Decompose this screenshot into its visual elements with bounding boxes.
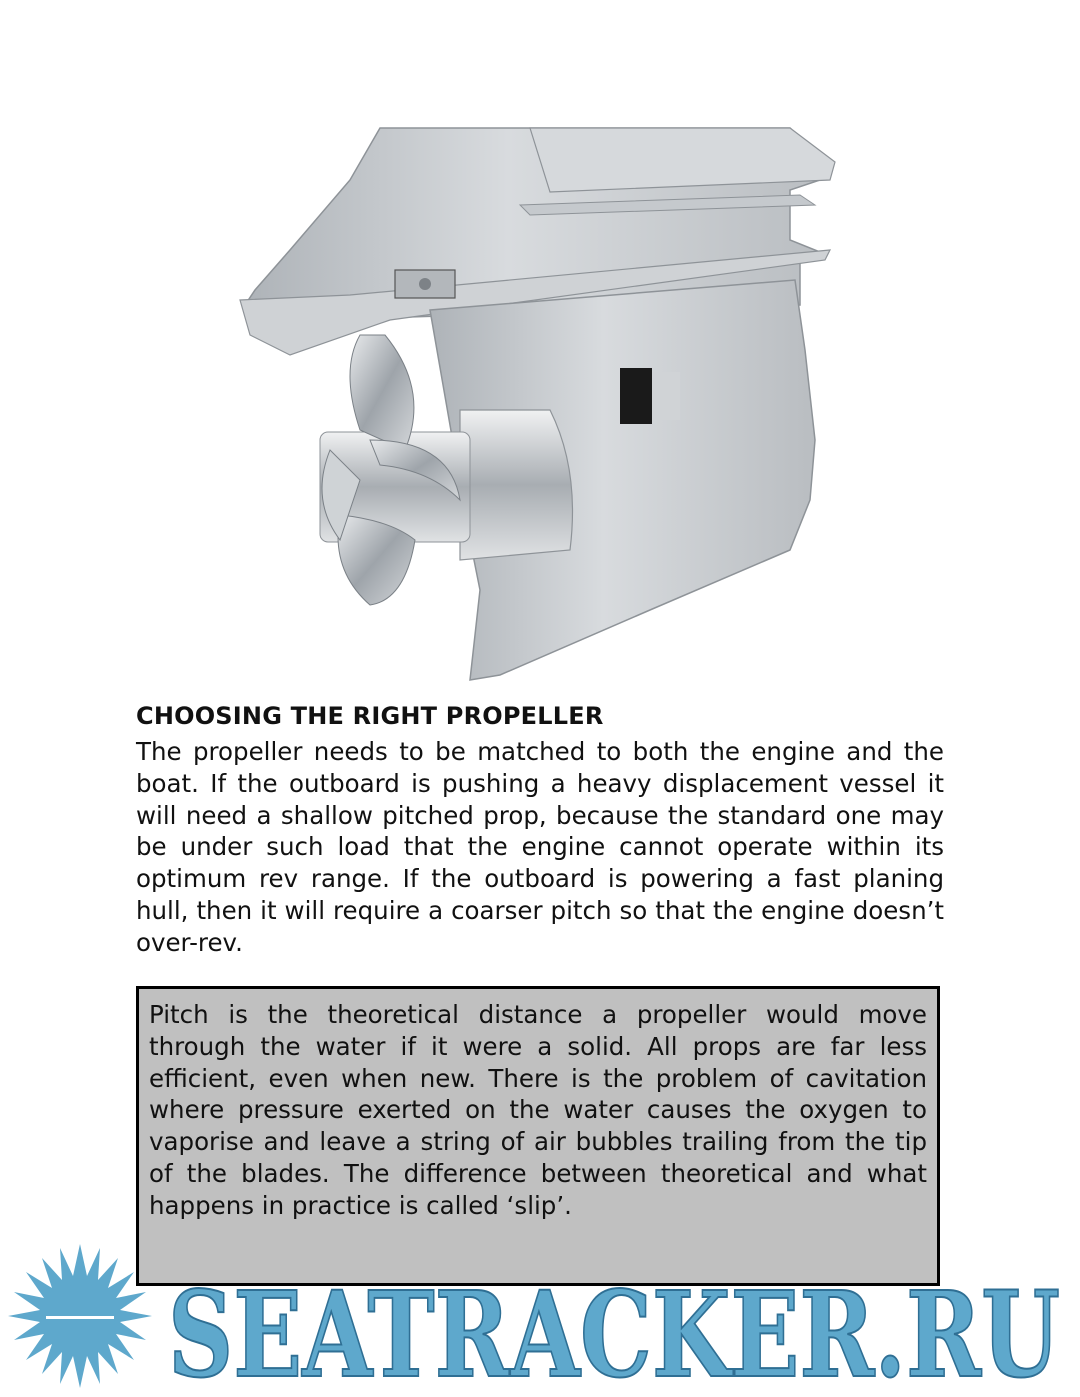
outboard-lower-unit-illustration [230, 120, 850, 690]
pitch-note-text: Pitch is the theoretical distance a propeller would move through the water if it were a solid. All props are far less efficient, even when new. There is the problem of cavitation where pressure exerted on the water causes the oxygen to vaporise and leave a string of air bubbles trailing from the tip of the blades. The difference between theoretical and what happens in practice is called ‘slip’. [149, 1000, 927, 1220]
watermark-text: SEATRACKER.RU [168, 1265, 1060, 1397]
section-heading: CHOOSING THE RIGHT PROPELLER [136, 702, 604, 730]
body-paragraph: The propeller needs to be matched to both the engine and the boat. If the outboard is pushing a heavy displacement vessel it will need a shallow pitched prop, because the standard one may be under such load that the engine cannot operate within its optimum rev range. If the outboard is powering a fast planing hull, then it will require a coarser pitch so that the engine doesn’t over-rev. [136, 737, 944, 957]
sun-logo-icon [8, 1244, 152, 1388]
seatracker-watermark [0, 1236, 1080, 1397]
